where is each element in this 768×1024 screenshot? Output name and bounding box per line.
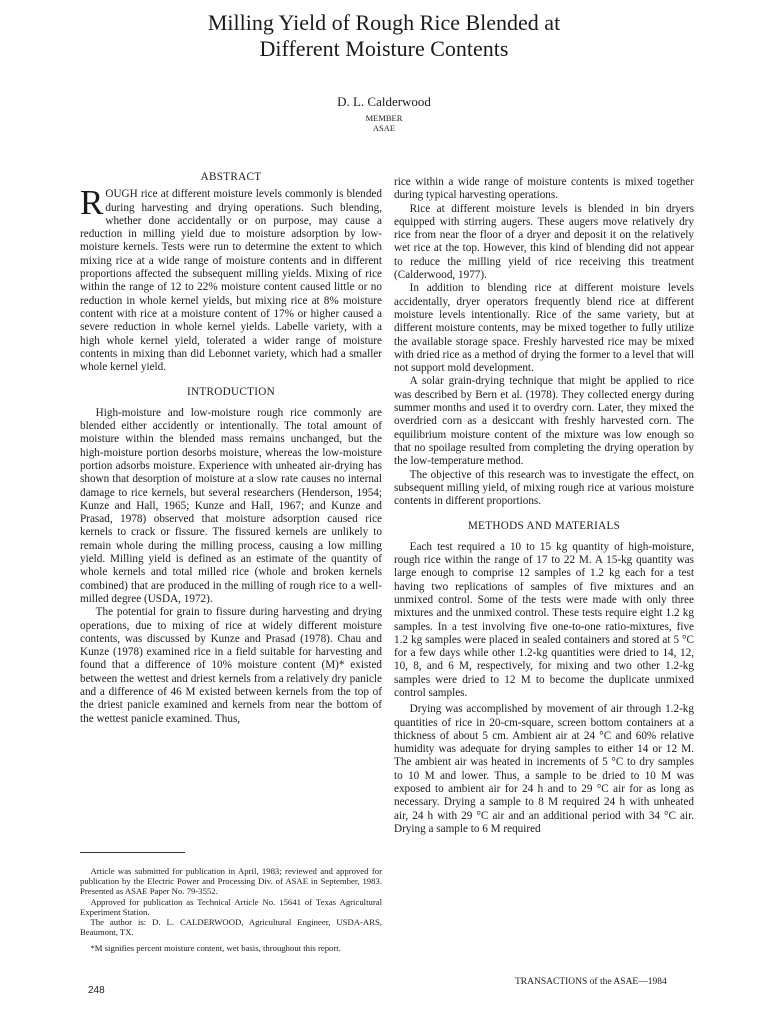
membership-line-1: MEMBER [365,113,403,123]
intro-paragraph-3: Rice at different moisture levels is blended in bin dryers equipped with stirring augers. These augers move relatively dry rice from near the floor of a dryer and deposit it on the relatively wet rice at the top. However, this kind of blending did not appear to reduce the milling yield of rice receiving this treatment (Calderwood, 1977). [394,202,694,282]
footnote-divider [80,852,185,853]
abstract-text [80,183,382,374]
abstract-heading: ABSTRACT [200,171,262,183]
article-title [0,10,768,62]
title-line-1: Milling Yield of Rough Rice Blended at [207,10,561,35]
introduction-heading: INTRODUCTION [186,386,276,399]
intro-paragraph-continued: rice within a wide range of moisture contents is mixed together during typical harvesting operations. [394,176,694,202]
right-column [394,176,694,836]
methods-paragraph-2: Drying was accomplished by movement of air through 1.2-kg quantities of rice in 20-cm-square, screen bottom containers at a thickness of about 5 cm. Ambient air at 24 °C and 60% relative humidity was adequate for drying samples to either 14 or 12 M. The ambient air was heated in increments of 5 °C to dry samples to 10 M and lower. Thus, a sample to be dried to 10 M was exposed to ambient air for 24 h and to 29 °C air for as long as necessary. Drying a sample to 8 M required 24 h with unheated air, 24 h with 29 °C air and an additional period with 34 °C air. Drying a sample to 6 M required [394,703,694,835]
footnote-moisture: *M signifies percent moisture content, wet basis, throughout this report. [90,943,341,954]
footnote-approval: Approved for publication as Technical Article No. 15641 of Texas Agricultural Experiment Station. [80,896,382,917]
left-column [80,171,382,726]
abstract-body: OUGH rice at different moisture levels commonly is blended during harvesting and drying operations. Such blending, whether done accidentally or on purpose, may cause a reduction in milling yield due to moisture adsorption by low-moisture kernels. Tests were run to determine the extent to which mixing rice at a wide range of moisture contents and in different proportions affected the subsequent milling yields. Mixing of rice within the range of 12 to 22% moisture content caused little or no reduction in whole kernel yields, but mixing rice at 8% moisture content with rice at a moisture content of 17% or higher caused a severe reduction in whole kernel yields. Labelle variety, with a high whole kernel yield, tolerated a wider range of moisture contents in mixing than did Lebonnet variety, which had a smaller whole kernel yield. [80,188,382,374]
intro-paragraph-5: A solar grain-drying technique that might be applied to rice was described by Bern et al. (1978). They collected energy during summer months and used it to overdry corn. Later, they mixed the overdried corn as a desiccant with freshly harvested corn. The equilibrium moisture content of the mixture was low enough so that no spoilage resulted from completing the drying operation by the low-temperature method. [394,375,694,468]
journal-footer: TRANSACTIONS of the ASAE—1984 [515,977,667,987]
author-membership [0,113,768,133]
intro-paragraph-2: The potential for grain to fissure during harvesting and drying operations, due to mixing of rice at widely different moisture contents, was discussed by Kunze and Prasad (1978). Chau and Kunze (1978) examined rice in a field suitable for harvesting and found that a difference of 10% moisture content (M)* existed between the wettest and driest kernels from a relatively dry panicle and a difference of 46 M existed between kernels from the top of the driest panicle examined and kernels from near the bottom of the wettest panicle examined. Thus, [80,606,382,725]
footnotes [80,866,382,954]
author-name: D. L. Calderwood [337,94,431,109]
intro-paragraph-6: The objective of this research was to investigate the effect, on subsequent milling yield, of mixing rough rice at various moisture contents in different proportions. [394,468,694,508]
footnote-submission: Article was submitted for publication in April, 1983; reviewed and approved for publication by the Electric Power and Processing Div. of ASAE in September, 1983. Presented as ASAE Paper No. 79-3552. [80,866,382,897]
drop-cap: R [80,183,104,223]
footnote-author: The author is: D. L. CALDERWOOD, Agricultural Engineer, USDA-ARS, Beaumont, TX. [80,917,382,938]
methods-heading: METHODS AND MATERIALS [467,520,621,533]
intro-paragraph-4: In addition to blending rice at different moisture levels accidentally, dryer operators frequently blend rice at different moisture levels intentionally. Rice of the same variety, but at different moisture contents, may be mixed together to fully utilize the available storage space. Freshly harvested rice may be mixed with dried rice as a method of drying the former to a level that will not support mold development. [394,282,694,375]
intro-paragraph-1: High-moisture and low-moisture rough rice commonly are blended either accidently or intentionally. The total amount of moisture within the blended mass remains unchanged, but the high-moisture portion desorbs moisture, whereas the low-moisture portion adsorbs moisture. Experience with unheated air-drying has shown that desorption of moisture at a slow rate causes no internal damage to rice kernels, but several researchers (Henderson, 1954; Kunze and Hall, 1965; Kunze and Hall, 1967; and Kunze and Prasad, 1978) observed that moisture adsorption caused rice kernels to crack or fissure. The fissured kernels are unlikely to remain whole during the milling process, causing a low milling yield. Milling yield is defined as an estimate of the quantity of whole kernels and total milled rice (whole and broken kernels combined) that are produced in the milling of rough rice to a well-milled degree (USDA, 1972). [80,406,382,605]
title-line-2: Different Moisture Contents [259,36,509,61]
methods-paragraph-1: Each test required a 10 to 15 kg quantity of high-moisture, rough rice within the range of 17 to 22 M. A 15-kg quantity was large enough to comprise 12 samples of 1.2 kg each for a test having two replications of samples of five mixtures and an unmixed control. Some of the tests were made with only three mixtures and the unmixed control. These tests require eight 1.2 kg samples. In a test involving five one-to-one ratio-mixtures, five 1.2 kg samples were placed in sealed containers and stored at 5 °C for a few days while other 1.2-kg quantities were dried to 14, 12, 10, 8, and 6 M, respectively, for mixing and two other 1.2-kg samples were dried to 12 M to become the duplicate unmixed control samples. [394,540,694,699]
page-number: 248 [88,985,105,996]
membership-line-2: ASAE [372,123,396,133]
